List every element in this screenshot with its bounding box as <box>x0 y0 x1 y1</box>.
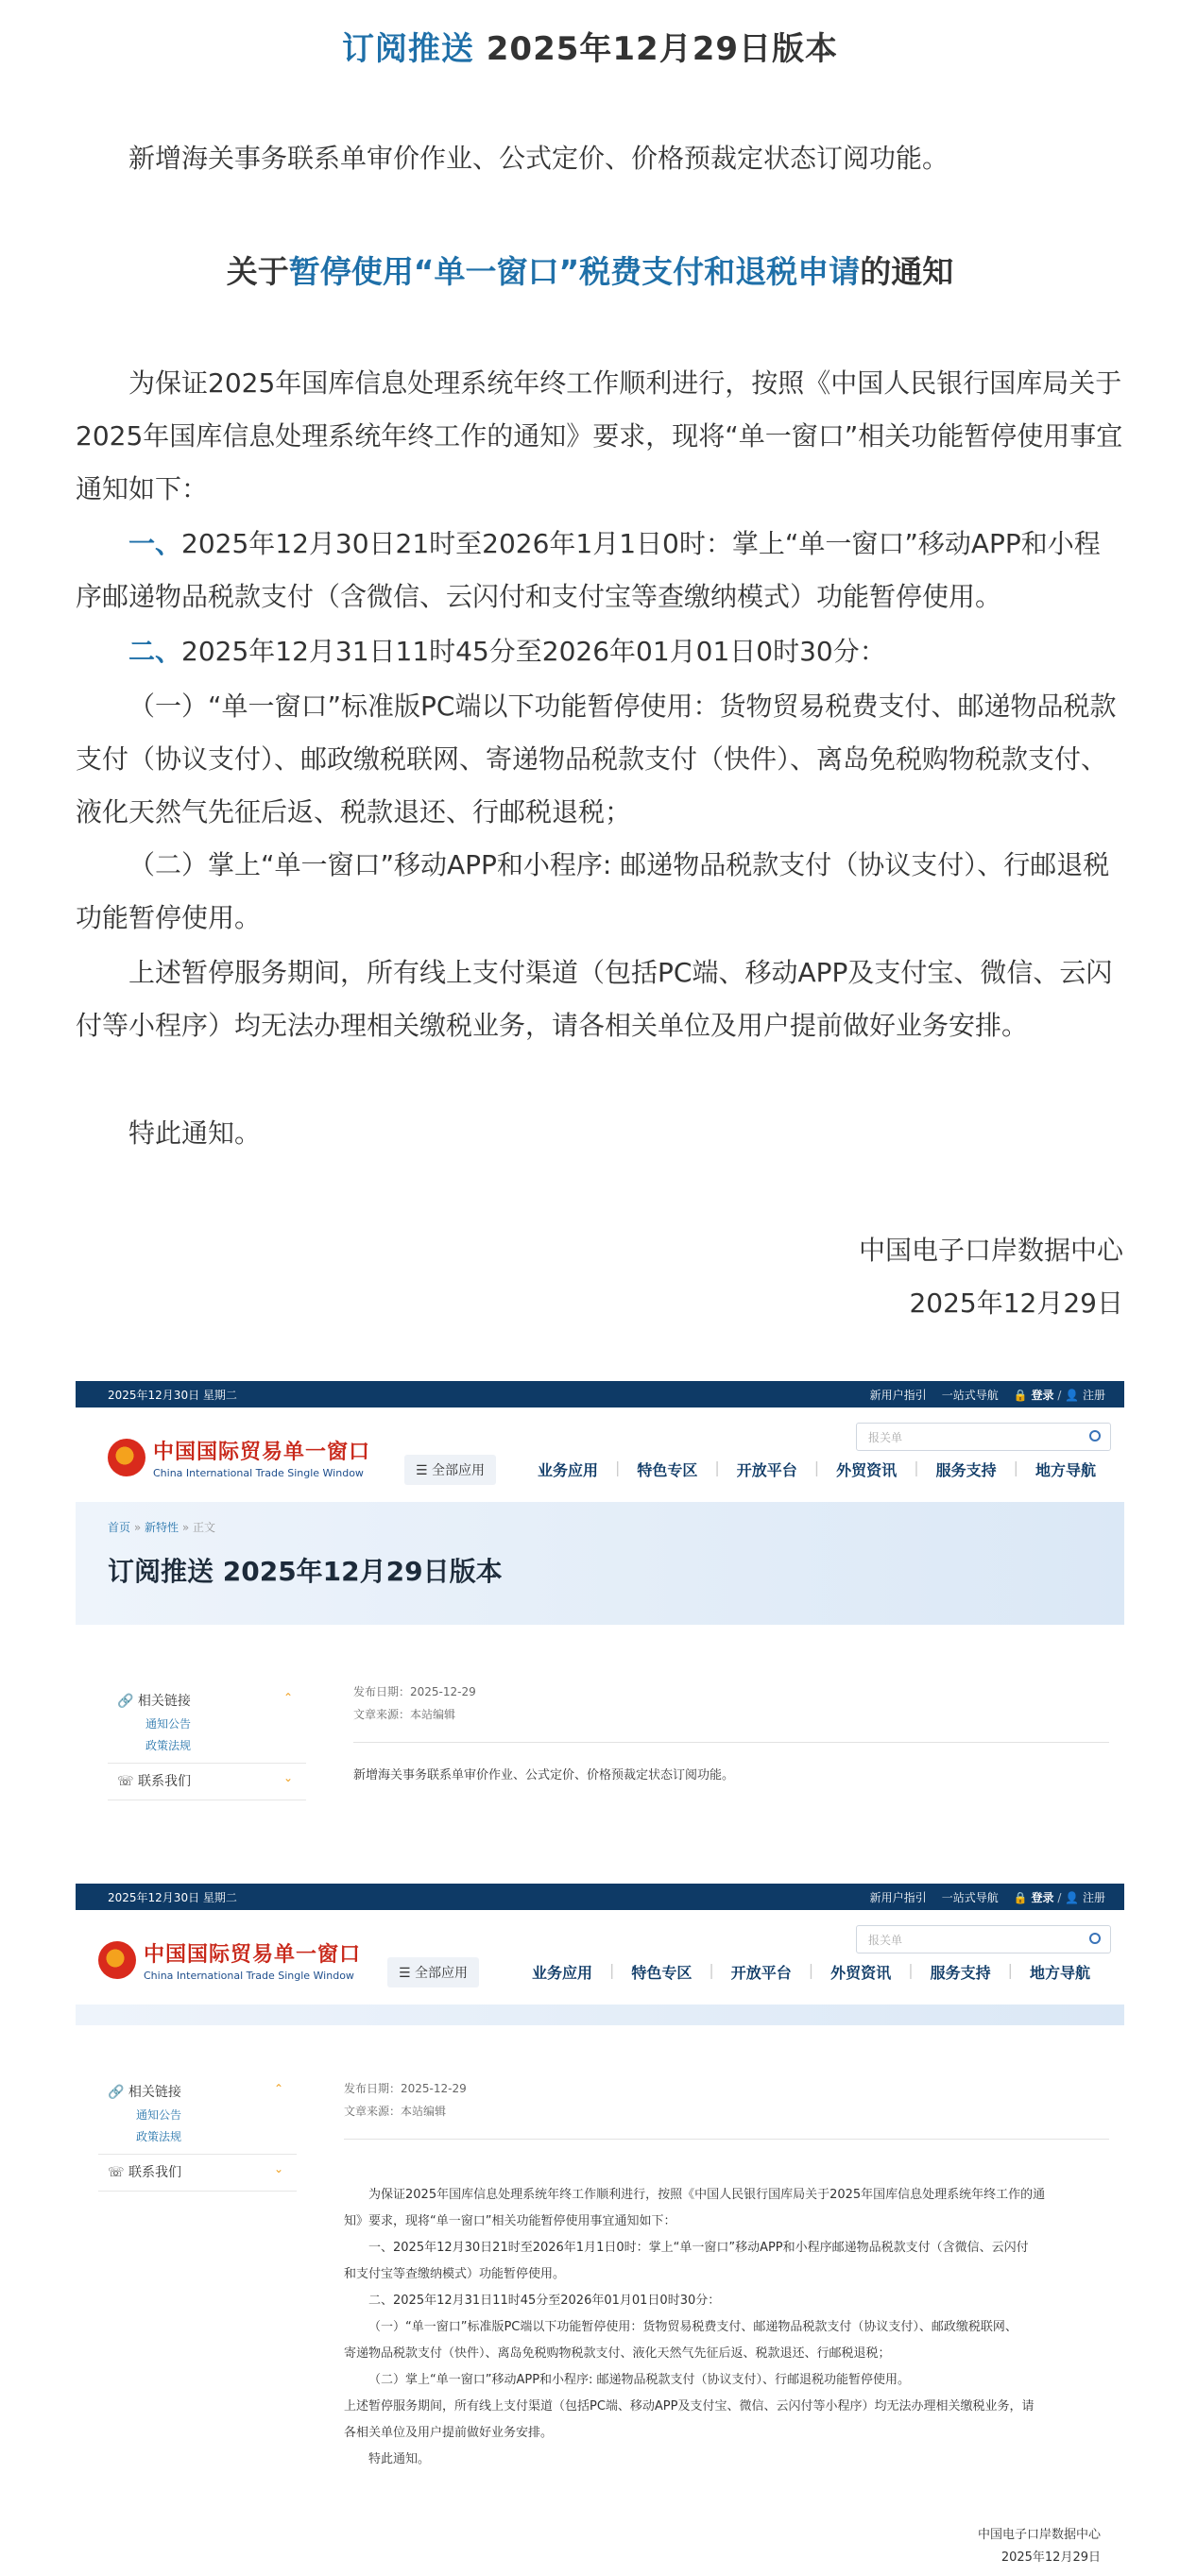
chevron-down-icon[interactable]: ⌄ <box>282 1771 293 1784</box>
crumb-home[interactable]: 首页 <box>108 1521 131 1534</box>
site-header <box>76 1407 1124 1502</box>
link-icon: 🔗 <box>108 2085 125 2100</box>
link-policies[interactable]: 政策法规 <box>145 1739 192 1752</box>
lock-icon: 🔒 <box>1013 1388 1028 1402</box>
nav-local[interactable]: 地方导航 <box>1029 1964 1090 1982</box>
main-nav: 业务应用 | 特色专区 | 开放平台 | 外贸资讯 | 服务支持 | 地方导航 <box>531 1961 1090 1982</box>
menu-icon: ☰ <box>399 1966 411 1981</box>
notice-suffix: 的通知 <box>860 253 954 290</box>
date-label: 2025年12月30日 星期二 <box>108 1890 237 1904</box>
chevron-up-icon[interactable]: ⌃ <box>273 2082 283 2095</box>
shot2-sign-org: 中国电子口岸数据中心 <box>977 2528 1101 2542</box>
top-bar-2 <box>76 1884 1124 1910</box>
notice-item-2 <box>76 625 1124 678</box>
notice-title <box>0 247 1180 292</box>
logo-emblem-icon <box>108 1439 145 1476</box>
login-link[interactable]: 登录 <box>1031 1388 1054 1402</box>
link-notices[interactable]: 通知公告 <box>145 1717 192 1731</box>
sign-org: 中国电子口岸数据中心 <box>858 1235 1123 1266</box>
shot2-sign-date: 2025年12月29日 <box>1000 2550 1101 2565</box>
shot2-line: 特此通知。 <box>368 2452 431 2466</box>
contact-label[interactable]: 联系我们 <box>137 1774 191 1789</box>
one-stop-nav-link[interactable]: 一站式导航 <box>941 1890 999 1904</box>
user-icon: 👤 <box>1065 1890 1080 1904</box>
notice-paragraph-1: 为保证2025年国库信息处理系统年终工作顺利进行，按照《中国人民银行国库局关于2025年国库信息处理系统年终工作的通知》要求，现将“单一窗口”相关功能暂停使用事宜通知如下： <box>76 367 1123 504</box>
all-apps-label: 全部应用 <box>415 1966 469 1981</box>
chevron-up-icon[interactable]: ⌃ <box>282 1691 293 1704</box>
all-apps-label: 全部应用 <box>432 1463 486 1478</box>
item1-text: 2025年12月30日21时至2026年1月1日0时：掌上“单一窗口”移动APP和小程序邮递物品税款支付（含微信、云闪付和支付宝等查缴纳模式）功能暂停使用。 <box>76 528 1101 612</box>
nav-open-platform[interactable]: 开放平台 <box>730 1964 792 1982</box>
nav-features[interactable]: 特色专区 <box>637 1461 698 1479</box>
notice-paragraph-2: 上述暂停服务期间，所有线上支付渠道（包括PC端、移动APP及支付宝、微信、云闪付等小程序）均无法办理相关缴税业务，请各相关单位及用户提前做好业务安排。 <box>76 957 1113 1041</box>
title-accent: 订阅推送 <box>341 30 474 68</box>
link-policies[interactable]: 政策法规 <box>136 2130 182 2143</box>
notice-paragraph-3: 特此通知。 <box>128 1117 262 1149</box>
shot2-line: （二）掌上“单一窗口”移动APP和小程序: 邮递物品税款支付（协议支付）、行邮退税功能暂停使用。 <box>368 2373 911 2387</box>
intro-paragraph: 新增海关事务联系单审价作业、公式定价、价格预裁定状态订阅功能。 <box>128 143 949 174</box>
new-user-guide-link[interactable]: 新用户指引 <box>869 1388 927 1402</box>
nav-open-platform[interactable]: 开放平台 <box>736 1461 797 1479</box>
publish-date: 发布日期：2025-12-29 <box>344 2082 467 2095</box>
notice-sub-2: （二）掌上“单一窗口”移动APP和小程序: 邮递物品税款支付（协议支付）、行邮退税功能暂停使用。 <box>76 849 1110 933</box>
notice-sub-1: （一）“单一窗口”标准版PC端以下功能暂停使用：货物贸易税费支付、邮递物品税款支付（协议支付）、邮政缴税联网、寄递物品税款支付（快件）、离岛免税购物税款支付、液化天然气先征后返、税款退还、行邮税退税； <box>76 691 1117 827</box>
shot2-line: 寄递物品税款支付（快件）、离岛免税购物税款支付、液化天然气先征后返、税款退还、行邮税退税； <box>344 2346 891 2361</box>
notice-item-1 <box>76 518 1124 623</box>
logo-en-text: China International Trade Single Window <box>144 1970 354 1982</box>
login-register-separator: / <box>1057 1890 1062 1904</box>
shot1-body: 新增海关事务联系单审价作业、公式定价、价格预裁定状态订阅功能。 <box>353 1768 735 1783</box>
search-placeholder: 报关单 <box>868 1934 903 1947</box>
main-nav: 业务应用 | 特色专区 | 开放平台 | 外贸资讯 | 服务支持 | 地方导航 <box>537 1459 1096 1479</box>
contact-label[interactable]: 联系我们 <box>128 2165 181 2180</box>
top-bar <box>76 1381 1124 1407</box>
shot2-line: 二、2025年12月31日11时45分至2026年01月01日0时30分： <box>368 2294 721 2308</box>
nav-local[interactable]: 地方导航 <box>1035 1461 1096 1479</box>
item1-number: 一、 <box>128 528 182 559</box>
link-icon: 🔗 <box>117 1694 134 1709</box>
related-links-label[interactable]: 相关链接 <box>128 2085 181 2100</box>
login-link[interactable]: 登录 <box>1031 1890 1054 1904</box>
menu-icon: ☰ <box>416 1463 428 1478</box>
logo-emblem-icon <box>98 1941 136 1979</box>
page-banner <box>76 1502 1124 1625</box>
shot1-sidebar <box>108 1683 306 1800</box>
screenshot-2 <box>76 1884 1124 2035</box>
crumb-separator: » <box>181 1521 190 1534</box>
search-placeholder: 报关单 <box>868 1431 903 1444</box>
shot2-line: 各相关单位及用户提前做好业务安排。 <box>344 2426 554 2440</box>
shot2-sidebar <box>98 2074 297 2192</box>
nav-support[interactable]: 服务支持 <box>935 1461 997 1479</box>
title-rest: 2025年12月29日版本 <box>473 30 839 68</box>
contact-section <box>108 1764 306 1800</box>
screenshot-1 <box>76 1381 1124 1685</box>
login-register-separator: / <box>1057 1388 1062 1402</box>
notice-prefix: 关于 <box>226 253 289 290</box>
site-header-2 <box>76 1910 1124 2005</box>
related-links-section <box>108 1683 306 1764</box>
notice-accent: 暂停使用“单一窗口”税费支付和退税申请 <box>288 253 861 290</box>
crumb-current: 正文 <box>193 1521 216 1534</box>
crumb-separator: » <box>133 1521 142 1534</box>
new-user-guide-link[interactable]: 新用户指引 <box>869 1890 927 1904</box>
nav-support[interactable]: 服务支持 <box>930 1964 991 1982</box>
contact-section <box>98 2155 297 2192</box>
site-logo[interactable] <box>98 1938 361 1982</box>
search-input[interactable] <box>856 1925 1111 1953</box>
link-notices[interactable]: 通知公告 <box>136 2108 182 2122</box>
article-title <box>0 23 1180 69</box>
related-links-label[interactable]: 相关链接 <box>137 1694 191 1709</box>
lock-icon: 🔒 <box>1013 1890 1028 1904</box>
logo-en-text: China International Trade Single Window <box>153 1467 364 1479</box>
logo-cn-text: 中国国际贸易单一窗口 <box>144 1943 362 1967</box>
shot2-line: 上述暂停服务期间，所有线上支付渠道（包括PC端、移动APP及支付宝、微信、云闪付等小程序）均无法办理相关缴税业务，请 <box>344 2399 1035 2414</box>
divider <box>344 2139 1109 2140</box>
user-icon: 👤 <box>1065 1388 1080 1402</box>
one-stop-nav-link[interactable]: 一站式导航 <box>941 1388 999 1402</box>
divider <box>353 1742 1109 1743</box>
shot2-line: （一）“单一窗口”标准版PC端以下功能暂停使用：货物贸易税费支付、邮递物品税款支付（协议支付）、邮政缴税联网、 <box>368 2320 1018 2334</box>
search-icon[interactable] <box>1089 1933 1101 1944</box>
breadcrumb <box>108 1519 215 1535</box>
chevron-down-icon[interactable]: ⌄ <box>273 2162 283 2175</box>
page-banner-slim <box>76 2005 1124 2025</box>
date-label: 2025年12月30日 星期二 <box>108 1388 237 1402</box>
related-links-section <box>98 2074 297 2155</box>
phone-icon: ☏ <box>108 2165 125 2180</box>
crumb-features[interactable]: 新特性 <box>145 1521 180 1534</box>
phone-icon: ☏ <box>117 1774 134 1789</box>
page-title: 订阅推送 2025年12月29日版本 <box>108 1556 503 1587</box>
nav-trade-news[interactable]: 外贸资讯 <box>836 1461 898 1479</box>
all-apps-button[interactable] <box>387 1957 479 1987</box>
register-link[interactable]: 注册 <box>1082 1890 1105 1904</box>
item2-number: 二、 <box>128 636 182 667</box>
item2-text: 2025年12月31日11时45分至2026年01月01日0时30分： <box>181 636 886 667</box>
search-icon[interactable] <box>1089 1430 1101 1442</box>
site-logo[interactable] <box>108 1436 370 1479</box>
register-link[interactable]: 注册 <box>1082 1388 1105 1402</box>
logo-cn-text: 中国国际贸易单一窗口 <box>153 1441 371 1464</box>
article-source: 文章来源：本站编辑 <box>344 2105 447 2118</box>
shot2-line: 一、2025年12月30日21时至2026年1月1日0时：掌上“单一窗口”移动APP和小程序邮递物品税款支付（含微信、云闪付 <box>368 2241 1029 2255</box>
nav-business[interactable]: 业务应用 <box>537 1461 598 1479</box>
search-input[interactable] <box>856 1423 1111 1451</box>
shot2-line: 和支付宝等查缴纳模式）功能暂停使用。 <box>344 2267 566 2281</box>
all-apps-button[interactable] <box>404 1455 496 1485</box>
article-source: 文章来源：本站编辑 <box>353 1708 456 1721</box>
nav-features[interactable]: 特色专区 <box>631 1964 693 1982</box>
shot2-line: 为保证2025年国库信息处理系统年终工作顺利进行，按照《中国人民银行国库局关于2025年国库信息处理系统年终工作的通 <box>368 2188 1046 2202</box>
nav-business[interactable]: 业务应用 <box>531 1964 592 1982</box>
nav-trade-news[interactable]: 外贸资讯 <box>830 1964 892 1982</box>
publish-date: 发布日期：2025-12-29 <box>353 1685 476 1698</box>
sign-date: 2025年12月29日 <box>909 1288 1123 1319</box>
shot2-line: 知》要求，现将“单一窗口”相关功能暂停使用事宜通知如下： <box>344 2214 676 2228</box>
